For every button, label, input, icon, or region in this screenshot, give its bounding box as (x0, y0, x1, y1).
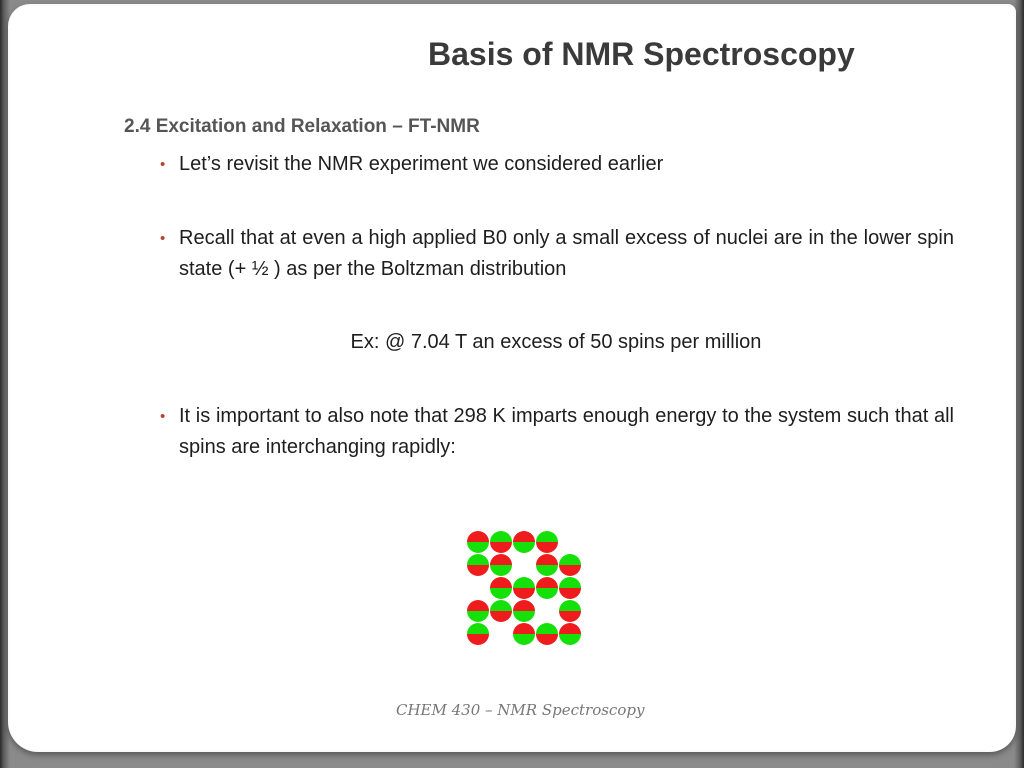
bullet-text: It is important to also note that 298 K imparts enough energy to the system such that all spins are interchanging rapidly: (179, 405, 954, 458)
bullet-text: Let’s revisit the NMR experiment we considered earlier (179, 153, 664, 175)
bullet-marker: • (160, 230, 166, 247)
spin-circle (490, 531, 512, 553)
spin-circle (559, 600, 581, 622)
bullet-marker: • (160, 156, 166, 173)
spin-circle (536, 623, 558, 645)
spin-circle (490, 554, 512, 576)
spin-circle (559, 554, 581, 576)
spin-circle (513, 623, 535, 645)
spin-circle (490, 577, 512, 599)
spin-circle (513, 531, 535, 553)
spin-circle (467, 531, 489, 553)
bullet-item-3 (160, 401, 954, 463)
spin-circle (513, 600, 535, 622)
bullet-text: Recall that at even a high applied B0 only a small excess of nuclei are in the lower spin state (+ ½ ) as per the Boltzman distribution (179, 227, 954, 280)
bullet-marker: • (160, 408, 166, 425)
spin-circle (536, 531, 558, 553)
slide-page (8, 4, 1016, 752)
spin-circle (536, 577, 558, 599)
slide-title: Basis of NMR Spectroscopy (428, 36, 855, 72)
spin-circle (467, 554, 489, 576)
spin-circle (490, 600, 512, 622)
spin-circle (559, 577, 581, 599)
example-line: Ex: @ 7.04 T an excess of 50 spins per million (350, 331, 762, 353)
spin-grid-illustration (466, 530, 586, 648)
spin-circle (467, 623, 489, 645)
spin-circle (513, 577, 535, 599)
bullet-item-1 (160, 149, 954, 180)
spin-circle (467, 600, 489, 622)
spin-circle (536, 554, 558, 576)
footer-text: CHEM 430 – NMR Spectroscopy (396, 701, 645, 719)
spin-circle (559, 623, 581, 645)
bullet-item-2 (160, 223, 954, 285)
section-heading: 2.4 Excitation and Relaxation – FT-NMR (124, 116, 480, 137)
